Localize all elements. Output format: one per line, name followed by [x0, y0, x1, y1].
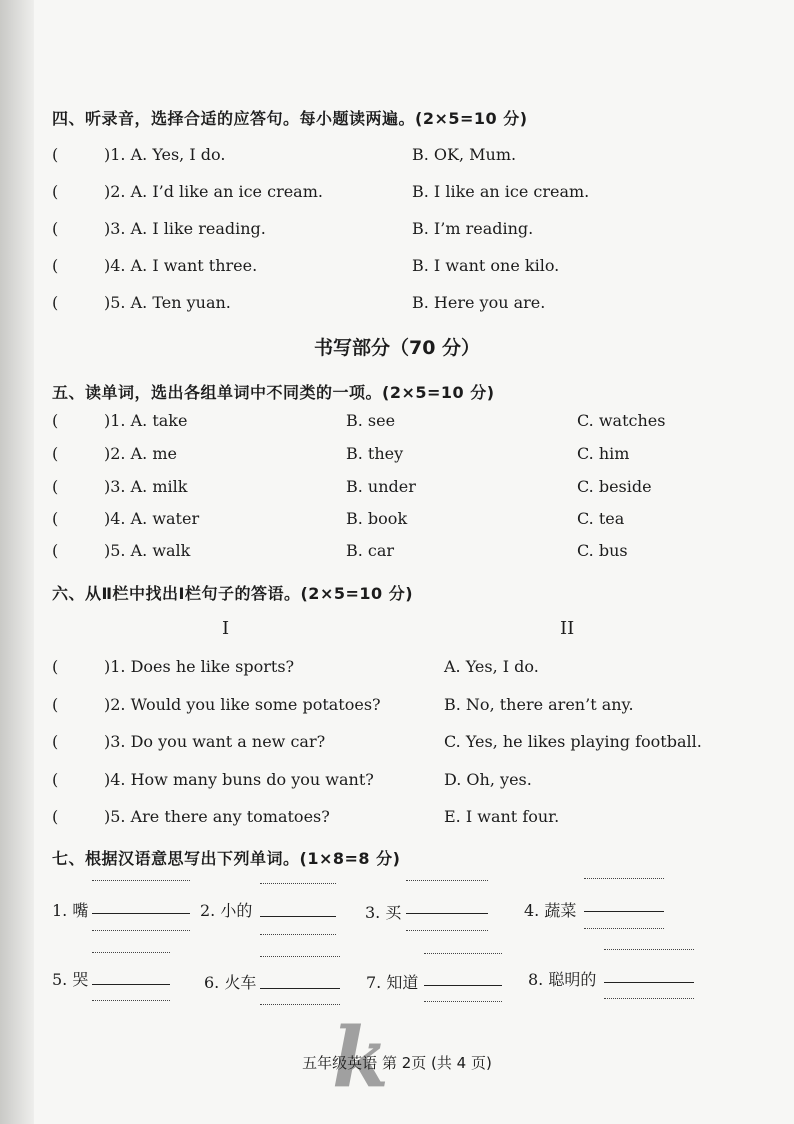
section-5-heading: 五、读单词，选出各组单词中不同类的一项。(2×5=10 分): [52, 383, 495, 402]
option-b: B. OK, Mum.: [412, 145, 517, 164]
option-a: )4. A. water: [104, 509, 200, 528]
blank-label: 8. 聪明的: [528, 970, 597, 989]
column-ii-label: II: [560, 618, 575, 639]
blank-label: 5. 哭: [52, 970, 89, 989]
writing-section-title: 书写部分（70 分）: [313, 337, 481, 359]
writing-guide-line: [604, 998, 694, 999]
writing-guide-line: [92, 952, 170, 953]
blank-label: 7. 知道: [366, 973, 419, 992]
scan-shadow: [0, 0, 34, 1124]
answer-blank[interactable]: [92, 913, 190, 914]
answer-blank[interactable]: [260, 988, 340, 989]
page-footer: 五年级英语 第 2页 (共 4 页): [302, 1054, 492, 1072]
writing-guide-line: [260, 1004, 340, 1005]
option-b: B. under: [346, 477, 416, 496]
answer-blank[interactable]: [604, 982, 694, 983]
answer-option: E. I want four.: [444, 807, 560, 826]
answer-paren[interactable]: (: [52, 219, 59, 238]
writing-guide-line: [406, 930, 488, 931]
answer-blank[interactable]: [584, 911, 664, 912]
answer-paren[interactable]: (: [52, 657, 59, 676]
answer-option: C. Yes, he likes playing football.: [444, 732, 702, 751]
answer-option: A. Yes, I do.: [444, 657, 539, 676]
question-text: )4. How many buns do you want?: [104, 770, 374, 789]
writing-guide-line: [584, 928, 664, 929]
question-text: )5. Are there any tomatoes?: [104, 807, 330, 826]
option-b: B. I want one kilo.: [412, 256, 560, 275]
answer-option: B. No, there aren’t any.: [444, 695, 634, 714]
blank-label: 4. 蔬菜: [524, 901, 577, 920]
column-i-label: I: [222, 618, 230, 639]
question-text: )1. Does he like sports?: [104, 657, 295, 676]
answer-paren[interactable]: (: [52, 509, 59, 528]
option-a: )1. A. Yes, I do.: [104, 145, 226, 164]
option-a: )5. A. walk: [104, 541, 191, 560]
option-a: )2. A. me: [104, 444, 177, 463]
answer-paren[interactable]: (: [52, 770, 59, 789]
writing-guide-line: [92, 880, 190, 881]
option-a: )4. A. I want three.: [104, 256, 258, 275]
answer-paren[interactable]: (: [52, 256, 59, 275]
answer-paren[interactable]: (: [52, 182, 59, 201]
answer-paren[interactable]: (: [52, 145, 59, 164]
option-b: B. they: [346, 444, 404, 463]
answer-blank[interactable]: [92, 984, 170, 985]
option-c: C. watches: [577, 411, 666, 430]
option-b: B. see: [346, 411, 396, 430]
question-text: )2. Would you like some potatoes?: [104, 695, 381, 714]
answer-paren[interactable]: (: [52, 477, 59, 496]
answer-paren[interactable]: (: [52, 411, 59, 430]
option-b: B. I like an ice cream.: [412, 182, 590, 201]
answer-paren[interactable]: (: [52, 293, 59, 312]
writing-guide-line: [92, 930, 190, 931]
question-text: )3. Do you want a new car?: [104, 732, 326, 751]
writing-guide-line: [406, 880, 488, 881]
answer-option: D. Oh, yes.: [444, 770, 532, 789]
option-b: B. I’m reading.: [412, 219, 534, 238]
writing-guide-line: [604, 949, 694, 950]
answer-blank[interactable]: [424, 985, 502, 986]
option-a: )1. A. take: [104, 411, 188, 430]
option-b: B. Here you are.: [412, 293, 546, 312]
option-b: B. book: [346, 509, 408, 528]
option-c: C. beside: [577, 477, 652, 496]
section-4-heading: 四、听录音，选择合适的应答句。每小题读两遍。(2×5=10 分): [52, 109, 528, 128]
option-b: B. car: [346, 541, 395, 560]
option-a: )3. A. I like reading.: [104, 219, 266, 238]
blank-label: 2. 小的: [200, 901, 253, 920]
writing-guide-line: [424, 1001, 502, 1002]
answer-paren[interactable]: (: [52, 541, 59, 560]
option-a: )3. A. milk: [104, 477, 188, 496]
option-a: )2. A. I’d like an ice cream.: [104, 182, 323, 201]
writing-guide-line: [584, 878, 664, 879]
section-7-heading: 七、根据汉语意思写出下列单词。(1×8=8 分): [52, 849, 401, 868]
answer-blank[interactable]: [406, 913, 488, 914]
option-c: C. him: [577, 444, 630, 463]
writing-guide-line: [260, 956, 340, 957]
writing-guide-line: [260, 934, 336, 935]
answer-paren[interactable]: (: [52, 807, 59, 826]
option-c: C. tea: [577, 509, 625, 528]
answer-paren[interactable]: (: [52, 695, 59, 714]
writing-guide-line: [424, 953, 502, 954]
writing-guide-line: [260, 883, 336, 884]
option-c: C. bus: [577, 541, 628, 560]
option-a: )5. A. Ten yuan.: [104, 293, 231, 312]
writing-guide-line: [92, 1000, 170, 1001]
watermark-logo: k: [332, 1010, 389, 1106]
answer-blank[interactable]: [260, 916, 336, 917]
answer-paren[interactable]: (: [52, 444, 59, 463]
section-6-heading: 六、从Ⅱ栏中找出Ⅰ栏句子的答语。(2×5=10 分): [52, 584, 414, 603]
blank-label: 3. 买: [365, 903, 402, 922]
blank-label: 6. 火车: [204, 973, 257, 992]
answer-paren[interactable]: (: [52, 732, 59, 751]
blank-label: 1. 嘴: [52, 901, 89, 920]
